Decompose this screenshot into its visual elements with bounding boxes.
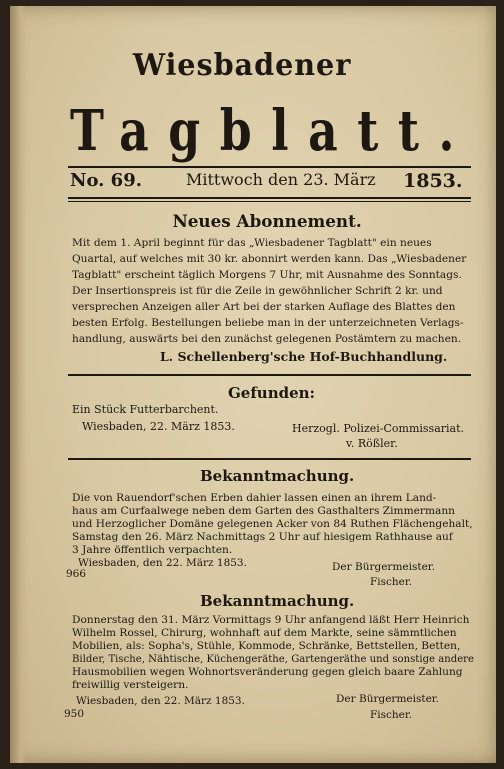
notice1-line: und Herzoglicher Domäne gelegenen Acker von 84 Ruthen Flächengehalt, [72,518,473,530]
issue-year: 1853. [403,170,463,192]
notice1-number: 966 [66,568,87,580]
rule-double-2 [68,201,471,202]
gefunden-signer: v. Rößler. [346,437,398,450]
notice2-heading: Bekanntmachung. [200,592,355,610]
gefunden-item: Ein Stück Futterbarchent. [72,403,219,416]
gefunden-place-date: Wiesbaden, 22. März 1853. [82,420,235,433]
notice2-line: Mobilien, als: Sopha's, Stühle, Kommode, Schränke, Bettstellen, Betten, [72,640,461,652]
gefunden-authority: Herzogl. Polizei-Commissariat. [292,422,465,435]
notice2-line: Bilder, Tische, Nähtische, Küchengeräthe, Gartengeräthe und sonstige andere [72,653,474,665]
rule-section-1 [68,374,471,376]
notice1-line: Die von Rauendorf'schen Erben dahier lassen einen an ihrem Land- [72,492,437,504]
abonnement-line: Quartal, auf welches mit 30 kr. abonnirt werden kann. Das „Wiesbadener [72,253,467,265]
notice2-line: Hausmobilien wegen Wohnortsveränderung gegen gleich baare Zahlung [72,666,463,678]
issue-date: Mittwoch den 23. März [186,170,376,189]
notice2-number: 950 [64,708,85,720]
rule-top [68,166,471,168]
notice1-place-date: Wiesbaden, den 22. März 1853. [78,557,247,569]
notice2-place-date: Wiesbaden, den 22. März 1853. [76,695,245,707]
notice2-line: Donnerstag den 31. März Vormittags 9 Uhr anfangend läßt Herr Heinrich [72,614,470,626]
notice1-line: Samstag den 26. März Nachmittags 2 Uhr auf hiesigem Rathhause auf [72,531,453,543]
binding-gutter [10,6,26,763]
notice2-line: Wilhelm Rossel, Chirurg, wohnhaft auf dem Markte, seine sämmtlichen [72,627,457,639]
abonnement-line: handlung, auswärts bei den zunächst gelegenen Postämtern zu machen. [72,333,462,345]
abonnement-line: versprechen Anzeigen aller Art bei der starken Auflage des Blattes den [72,301,456,313]
rule-section-2 [68,458,471,460]
notice1-signer: Fischer. [370,576,413,588]
notice2-signer: Fischer. [370,709,413,721]
notice1-line: haus am Curfaalwege neben dem Garten des Gasthalters Zimmermann [72,505,455,517]
abonnement-signoff: L. Schellenberg'sche Hof-Buchhandlung. [160,349,448,364]
abonnement-line: Der Insertionspreis ist für die Zeile in gewöhnlicher Schrift 2 kr. und [72,285,443,297]
notice2-title: Der Bürgermeister. [336,693,439,705]
newspaper-page [10,6,496,763]
abonnement-line: Tagblatt" erscheint täglich Morgens 7 Uhr, mit Ausnahme des Sonntags. [72,269,462,281]
masthead-title: Tagblatt. [70,98,474,164]
notice1-title: Der Bürgermeister. [332,561,435,573]
issue-number: No. 69. [70,170,142,191]
gefunden-heading: Gefunden: [228,384,316,402]
notice2-line: freiwillig versteigern. [72,679,189,691]
abonnement-line: besten Erfolg. Bestellungen beliebe man in der unterzeichneten Verlags- [72,317,464,329]
abonnement-heading: Neues Abonnement. [172,212,362,232]
masthead-city: Wiesbadener [132,48,352,83]
notice1-line: 3 Jahre öffentlich verpachten. [72,544,233,556]
rule-double-1 [68,197,471,199]
abonnement-line: Mit dem 1. April beginnt für das „Wiesbadener Tagblatt" ein neues [72,237,432,249]
notice1-heading: Bekanntmachung. [200,467,355,485]
